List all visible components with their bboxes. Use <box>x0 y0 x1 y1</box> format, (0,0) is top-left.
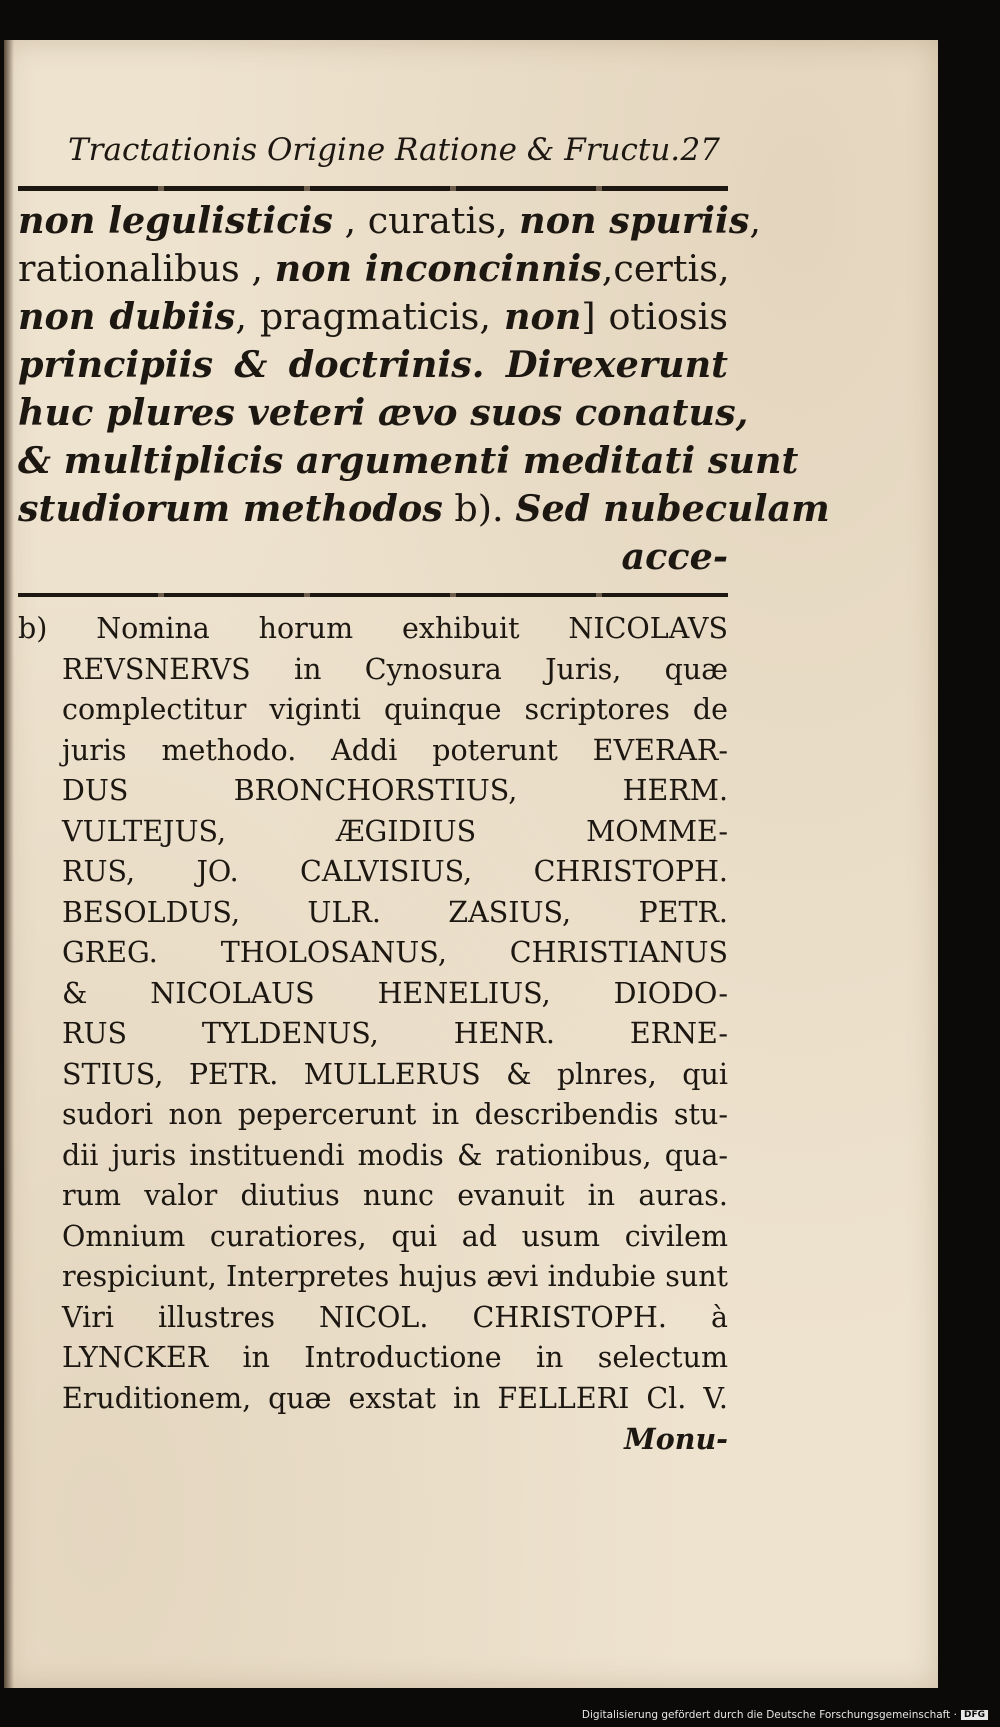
footnote-line: Viri illustres NICOL. CHRISTOPH. à <box>62 1300 728 1334</box>
footnote-line: REVSNERVS in Cynosura Juris, quæ <box>62 652 728 686</box>
footnote-line: respiciunt, Interpretes hujus ævi indubie sunt <box>62 1260 728 1293</box>
footnote-line: DUS BRONCHORSTIUS, HERM. <box>62 774 728 807</box>
header-rule <box>18 186 728 191</box>
body-line: principiis & doctrinis. Direxerunt <box>18 343 728 386</box>
digitization-credit <box>582 1709 988 1721</box>
footnote-line: RUS, JO. CALVISIUS, CHRISTOPH. <box>62 855 728 888</box>
footnote-rule <box>18 593 728 597</box>
footnote-line: complectitur viginti quinque scriptores de <box>62 693 728 726</box>
main-text <box>18 197 830 581</box>
page-gutter-shadow <box>4 40 14 1688</box>
footnote-line: VULTEJUS, ÆGIDIUS MOMME- <box>62 814 728 848</box>
book-page <box>4 40 938 1688</box>
footnote <box>18 609 728 1460</box>
catchword: Monu- <box>624 1422 728 1456</box>
body-line: huc plures veteri ævo suos conatus, <box>18 391 749 434</box>
body-line: non dubiis, pragmaticis, non] otiosis <box>18 295 728 338</box>
footnote-line: LYNCKER in Introductione in selectum <box>62 1341 728 1374</box>
footnote-line: sudori non pepercerunt in describendis stu- <box>62 1098 728 1131</box>
footnote-line: dii juris instituendi modis & rationibus, qua- <box>62 1138 728 1172</box>
footnote-line: Omnium curatiores, qui ad usum civilem <box>62 1219 728 1253</box>
page-content <box>18 132 830 1460</box>
running-header <box>18 132 728 176</box>
footnote-line: juris methodo. Addi poterunt EVERAR- <box>62 733 728 767</box>
footnote-line: BESOLDUS, ULR. ZASIUS, PETR. <box>62 895 728 929</box>
body-line: rationalibus , non inconcinnis,certis, <box>18 247 730 290</box>
footnote-line: Eruditionem, quæ exstat in FELLERI Cl. V. <box>62 1381 728 1415</box>
body-line: studiorum methodos b). Sed nubeculam <box>18 487 830 530</box>
body-line: & multiplicis argumenti meditati sunt <box>18 439 799 482</box>
dfg-logo: DFG <box>961 1710 988 1720</box>
footnote-line: & NICOLAUS HENELIUS, DIODO- <box>62 976 728 1010</box>
catchword: acce- <box>621 535 728 578</box>
footnote-line: rum valor diutius nunc evanuit in auras. <box>62 1179 728 1212</box>
footnote-line: GREG. THOLOSANUS, CHRISTIANUS <box>62 936 728 969</box>
footnote-line: b) Nomina horum exhibuit NICOLAVS <box>18 612 728 645</box>
body-line: non legulisticis , curatis, non spuriis, <box>18 199 762 242</box>
page-number: 27 <box>680 132 720 168</box>
credit-text: Digitalisierung gefördert durch die Deutsche Forschungsgemeinschaft · <box>581 1709 957 1721</box>
running-title: Tractationis Origine Ratione & Fructu. <box>68 132 681 168</box>
footnote-line: RUS TYLDENUS, HENR. ERNE- <box>62 1017 728 1050</box>
footnote-line: STIUS, PETR. MULLERUS & plnres, qui <box>62 1057 728 1091</box>
